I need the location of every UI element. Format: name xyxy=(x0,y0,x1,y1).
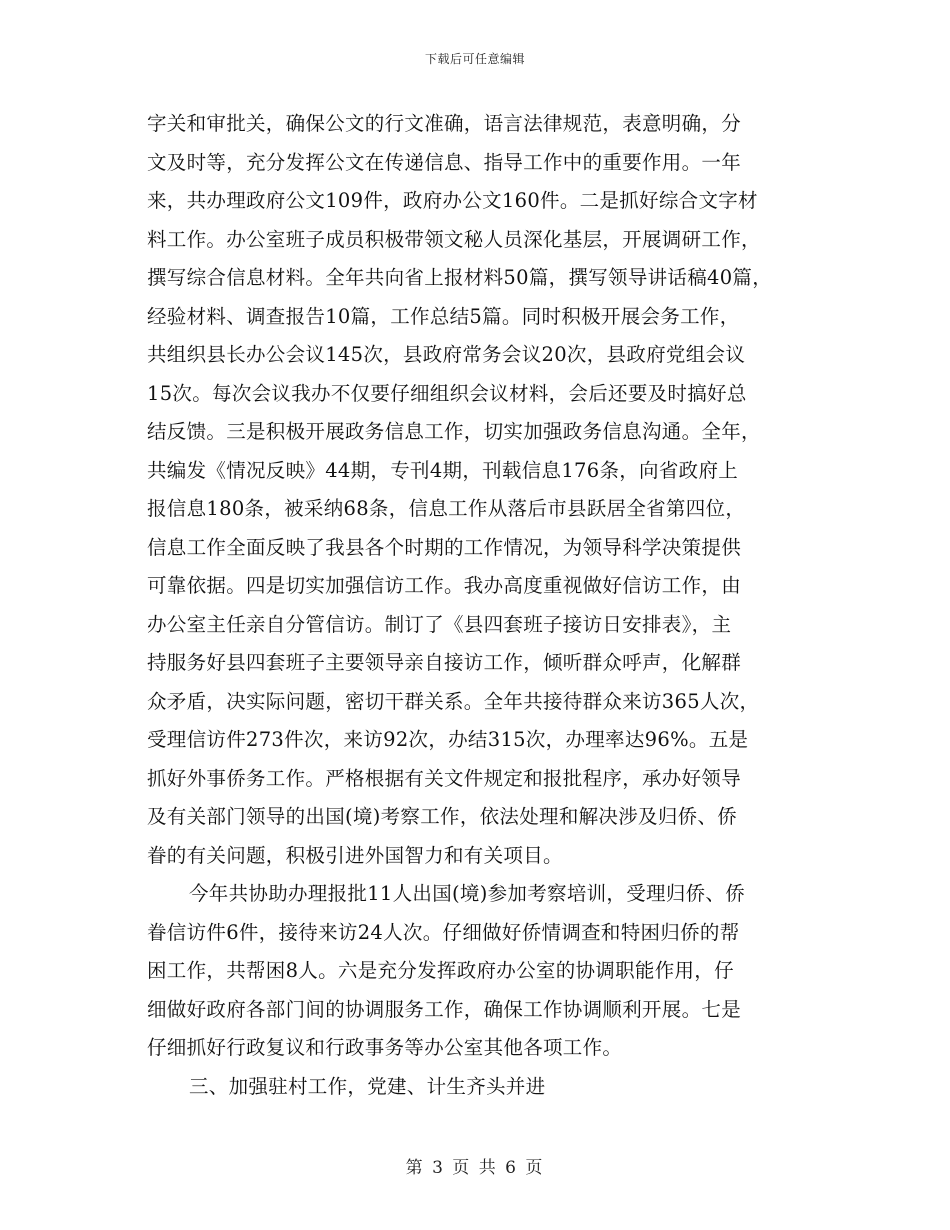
text-line: 困工作，共帮困8人。六是充分发挥政府办公室的协调职能作用，仔 xyxy=(147,959,734,982)
body-text xyxy=(147,105,827,1106)
text-line: 结反馈。三是积极开展政务信息工作，切实加强政务信息沟通。全年， xyxy=(147,420,761,443)
text-line: 仔细抓好行政复议和行政事务等办公室其他各项工作。 xyxy=(147,1036,623,1059)
text-line: 经验材料、调查报告10篇，工作总结5篇。同时积极开展会务工作， xyxy=(147,304,740,328)
text-line: 办公室主任亲自分管信访。制订了《县四套班子接访日安排表》，主 xyxy=(147,612,732,636)
text-line: 共编发《情况反映》44期，专刊4期，刊载信息176条，向省政府上 xyxy=(147,458,739,482)
text-line: 料工作。办公室班子成员积极带领文秘人员深化基层，开展调研工作， xyxy=(147,227,761,251)
text-line: 来，共办理政府公文109件，政府办公文160件。二是抓好综合文字材 xyxy=(147,189,758,212)
text-line: 报信息180条，被采纳68条，信息工作从落后市县跃居全省第四位， xyxy=(147,497,746,520)
text-line: 持服务好县四套班子主要领导亲自接访工作，倾听群众呼声，化解群 xyxy=(147,651,742,674)
page-footer: 第 3 页 共 6 页 xyxy=(405,1158,545,1178)
text-line: 字关和审批关，确保公文的行文准确，语言法律规范，表意明确，分 xyxy=(147,112,742,135)
text-line: 共组织县长办公会议145次，县政府常务会议20次，县政府党组会议 xyxy=(147,343,746,366)
text-line: 文及时等，充分发挥公文在传递信息、指导工作中的重要作用。一年 xyxy=(147,150,742,174)
text-line: 及有关部门领导的出国(境)考察工作，依法处理和解决涉及归侨、侨 xyxy=(147,805,738,828)
text-line: 抓好外事侨务工作。严格根据有关文件规定和报批程序，承办好领导 xyxy=(147,766,742,790)
text-line: 眷的有关问题，积极引进外国智力和有关项目。 xyxy=(147,843,563,867)
text-line: 细做好政府各部门间的协调服务工作，确保工作协调顺利开展。七是 xyxy=(147,997,742,1021)
text-line: 15次。每次会议我办不仅要仔细组织会议材料，会后还要及时搞好总 xyxy=(147,381,747,405)
text-line: 众矛盾，决实际问题，密切干群关系。全年共接待群众来访365人次， xyxy=(147,689,760,713)
text-line: 撰写综合信息材料。全年共向省上报材料50篇，撰写领导讲话稿40篇， xyxy=(147,266,773,289)
paragraph-start-line: 今年共协助办理报批11人出国(境)参加考察培训，受理归侨、侨 xyxy=(189,882,746,905)
text-line: 信息工作全面反映了我县各个时期的工作情况，为领导科学决策提供 xyxy=(147,535,742,559)
text-line: 眷信访件6件，接待来访24人次。仔细做好侨情调查和特困归侨的帮 xyxy=(147,920,740,944)
text-line: 受理信访件273件次，来访92次，办结315次，办理率达96%。五是 xyxy=(147,728,749,751)
page-header: 下载后可任意编辑 xyxy=(424,52,525,66)
text-line: 可靠依据。四是切实加强信访工作。我办高度重视做好信访工作，由 xyxy=(147,574,742,597)
section-heading: 三、加强驻村工作，党建、计生齐头并进 xyxy=(189,1074,546,1098)
